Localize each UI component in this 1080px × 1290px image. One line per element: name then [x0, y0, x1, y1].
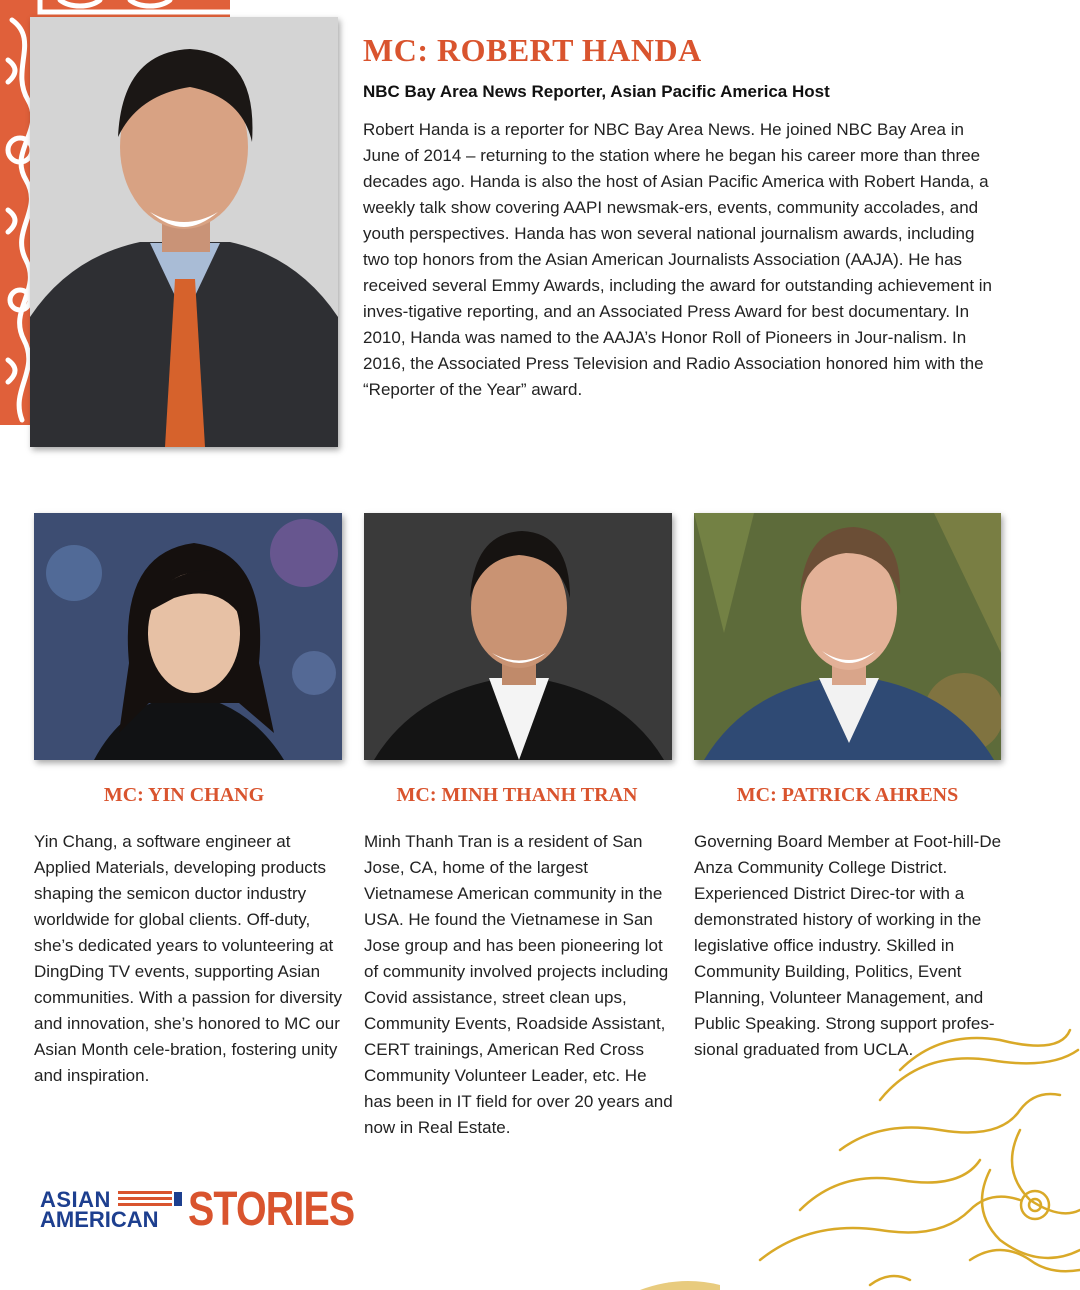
yin-chang-bio: Yin Chang, a software engineer at Applied Materials, developing products shaping the semicon ductor industry worldwide for global clients. Off-duty, she’s dedicated years to volunteering at DingDing TV events, supporting Asian communities. With a passion for diversity and innovation, she’s honored to MC our Asian Month cele-bration, fostering unity and inspiration. [34, 832, 342, 1085]
logo-line-stories: STORIES [188, 1183, 355, 1236]
featured-mc-bio: Robert Handa is a reporter for NBC Bay Area News. He joined NBC Bay Area in June of 2014 – returning to the station where he began his career more than three decades ago. Handa is also the host of Asian Pacific America with Robert Handa, a weekly talk show covering AAPI newsmak-ers, events, community accolades, and youth perspectives. Handa has won several national journalism awards, including two top honors from the Asian American Journalists Association (AAJA). He has received several Emmy Awards, including the award for outstanding achievement in inves-tigative reporting, and an Associated Press Award for best documentary. In 2010, Handa was named to the AAJA’s Honor Roll of Pioneers in Jour-nalism. In 2016, the Associated Press Television and Radio Association honored him with the “Reporter of the Year” award. [363, 120, 993, 399]
yin-chang-title: MC: YIN CHANG [103, 784, 265, 806]
patrick-ahrens-bio: Governing Board Member at Foot-hill-De Anza Community College District. Experienced District Direc-tor with a demonstrated history of working in the legislative office industry. Skilled in Community Building, Politics, Event Planning, Volunteer Management, and Public Speaking. Strong support profes-sional graduated from UCLA. [694, 832, 1002, 1059]
featured-mc-title: MC: ROBERT HANDA [363, 32, 702, 68]
minh-thanh-tran-photo [364, 513, 672, 760]
patrick-ahrens-photo [694, 513, 1001, 760]
minh-thanh-tran-bio: Minh Thanh Tran is a resident of San Jose, CA, home of the largest Vietnamese American community in the USA. He found the Vietnamese in San Jose group and has been pioneering lot of community involved projects including Covid assistance, street clean ups, Community Events, Roadside Assistant, CERT trainings, American Red Cross Community Volunteer Leader, etc. He has been in IT field for over 20 years and now in Real Estate. [364, 832, 673, 1137]
logo-line-asian: ASIAN [40, 1187, 111, 1212]
patrick-ahrens-title: MC: PATRICK AHRENS [736, 784, 959, 806]
yin-chang-photo [34, 513, 342, 760]
minh-thanh-tran-title: MC: MINH THANH TRAN [396, 784, 638, 806]
asian-american-stories-logo [38, 1183, 355, 1238]
logo-line-american: AMERICAN [40, 1207, 159, 1232]
featured-mc-subtitle: NBC Bay Area News Reporter, Asian Pacific America Host [363, 82, 830, 101]
robert-handa-photo [30, 17, 338, 447]
gold-swirl-ornament [640, 1010, 1080, 1290]
